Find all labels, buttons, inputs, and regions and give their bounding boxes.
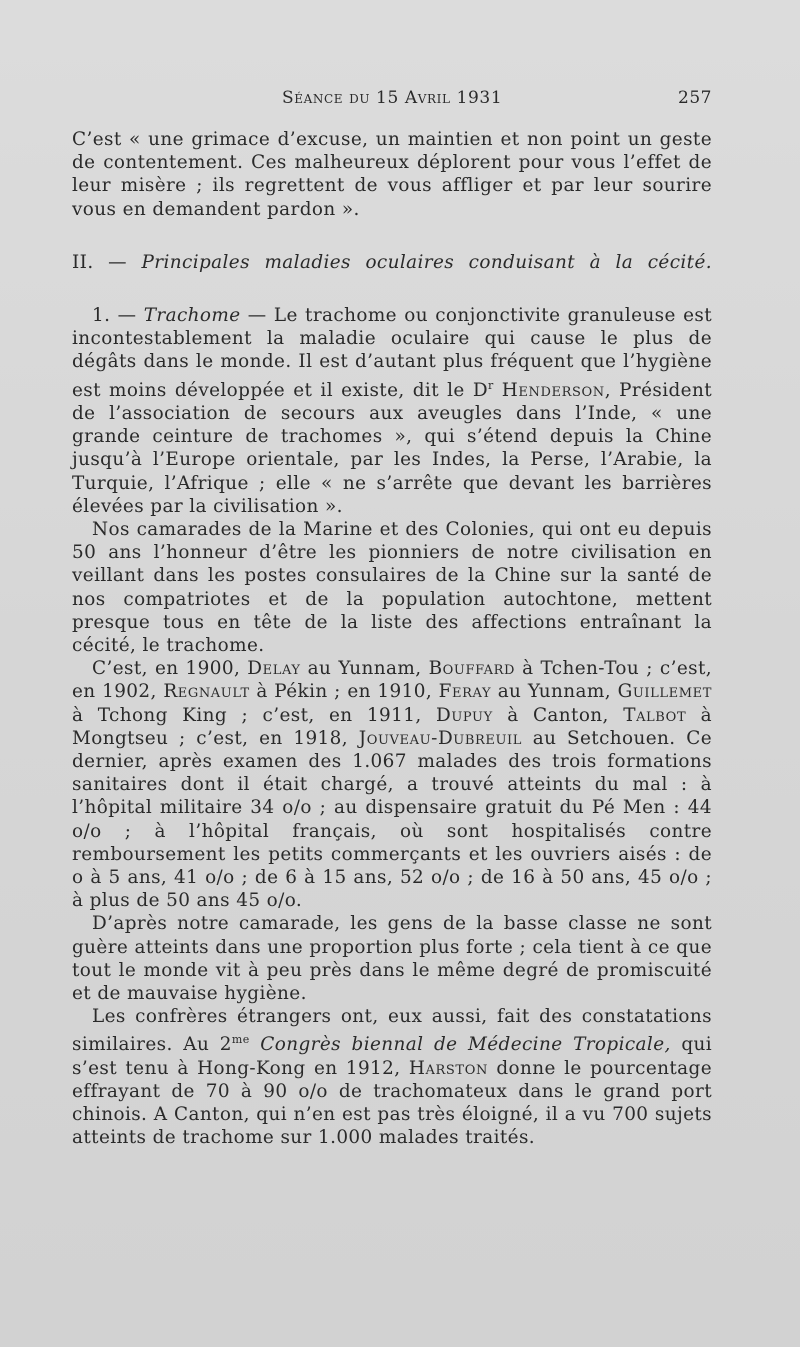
paragraph-marine: Nos camarades de la Marine et des Colonies, qui ont eu depuis 50 ans l’honneur d’être les pionniers de notre civilisation en veillant dans les postes consulaires de la Chine sur la santé de nos compatriotes et de la population autochtone, mettent presque tous en tête de la liste des affections entraînant la cécité, le trachome. xyxy=(72,518,712,656)
text-run: Les confrères étrangers ont, eux aussi, fait des constatations similaires. Au 2 xyxy=(72,1006,712,1056)
person-name: Delay xyxy=(247,658,301,680)
subsection-title: Trachome xyxy=(143,305,241,327)
text-run: , Président de l’association de secours aux aveugles dans l’Inde, « une grande ceinture de trachomes », qui s’étend depuis la Chine jusqu’à l’Europe orientale, par les Indes, la Perse, l’Arabie, la Turquie, l’Afrique ; elle « ne s’arrête que devant les barrières élevées par la civilisation ». xyxy=(72,379,712,517)
running-title: Séance du 15 Avril 1931 xyxy=(282,88,503,108)
subsection-number: 1. — xyxy=(92,305,137,327)
text-run: au Yunnam, xyxy=(300,658,429,680)
person-name: Talbot xyxy=(623,704,687,726)
paragraph-quote-end: C’est « une grimace d’excuse, un maintien et non point un geste de contentement. Ces malheureux déplorent pour vous l’effet de leur misère ; ils regrettent de vous affliger et par leur sourire vous en demandent pardon ». xyxy=(72,129,712,220)
text-run: à Pékin ; en 1910, xyxy=(249,681,439,703)
text-run: à Tchong King ; c’est, en 1911, xyxy=(72,704,437,726)
paragraph-doctors xyxy=(72,657,712,912)
text-run: à Tchen-Tou ; c’est, en 1902, xyxy=(72,658,712,703)
person-name: Jouveau-Dubreuil xyxy=(358,727,522,749)
superscript: r xyxy=(487,378,494,392)
text-run: qui s’est tenu à Hong-Kong en 1912, xyxy=(72,1034,713,1079)
person-name: Harston xyxy=(408,1057,488,1079)
person-name: Regnault xyxy=(163,681,250,703)
page-number: 257 xyxy=(678,88,712,108)
text-run: C’est, en 1900, xyxy=(92,658,248,680)
text-run: au Setchouen. Ce dernier, après examen des 1.067 malades des trois formations sanitaires dont il était chargé, a trouvé atteints du mal : à l’hôpital militaire 34 o/o ; au dispensaire gratuit du Pé Men : 44 o/o ; à l’hôpital français, où sont hospitalisés contre remboursement les petits commerçants et les ouvriers aisés : de o à 5 ans, 41 o/o ; de 6 à 15 ans, 52 o/o ; de 16 à 50 ans, 45 o/o ; à plus de 50 ans 45 o/o. xyxy=(72,727,713,912)
superscript: me xyxy=(231,1033,250,1047)
paragraph-trachome xyxy=(72,304,712,518)
paragraph-confreres xyxy=(72,1005,712,1149)
paragraph-basse-classe: D’après notre camarade, les gens de la basse classe ne sont guère atteints dans une proportion plus forte ; cela tient à ce que tout le monde vit à peu près dans le même degré de promiscuité et de mauvaise hygiène. xyxy=(72,913,712,1005)
section-number: II. — xyxy=(72,251,127,273)
congress-title: Congrès biennal de Médecine Tropicale, xyxy=(260,1034,671,1056)
person-name: Feray xyxy=(438,681,492,703)
running-header xyxy=(72,88,712,112)
body-text xyxy=(72,128,712,1150)
text-run: à Canton, xyxy=(492,704,624,726)
person-name: Dupuy xyxy=(436,704,493,726)
dash: — xyxy=(247,305,267,327)
section-heading xyxy=(72,251,712,274)
person-name: Henderson xyxy=(501,379,605,401)
text-run: donne le pourcentage effrayant de 70 à 90 o/o de trachomateux dans le grand port chinois. A Canton, qui n’en est pas très éloigné, il a vu 700 sujets atteints de trachome sur 1.000 malades traités. xyxy=(72,1057,712,1149)
text-run: à Mongtseu ; c’est, en 1918, xyxy=(72,704,712,749)
text-run: Le trachome ou conjonctivite granuleuse est incontestablement la maladie oculaire qui cause le plus de dégâts dans le monde. Il est d’autant plus fréquent que l’hygiène est moins développée et il existe, dit le D xyxy=(72,305,713,401)
section-title: Principales maladies oculaires conduisant à la cécité. xyxy=(141,251,712,273)
person-name: Bouffard xyxy=(428,658,516,680)
text-run: au Yunnam, xyxy=(491,681,618,703)
person-name: Guillemet xyxy=(617,681,712,703)
